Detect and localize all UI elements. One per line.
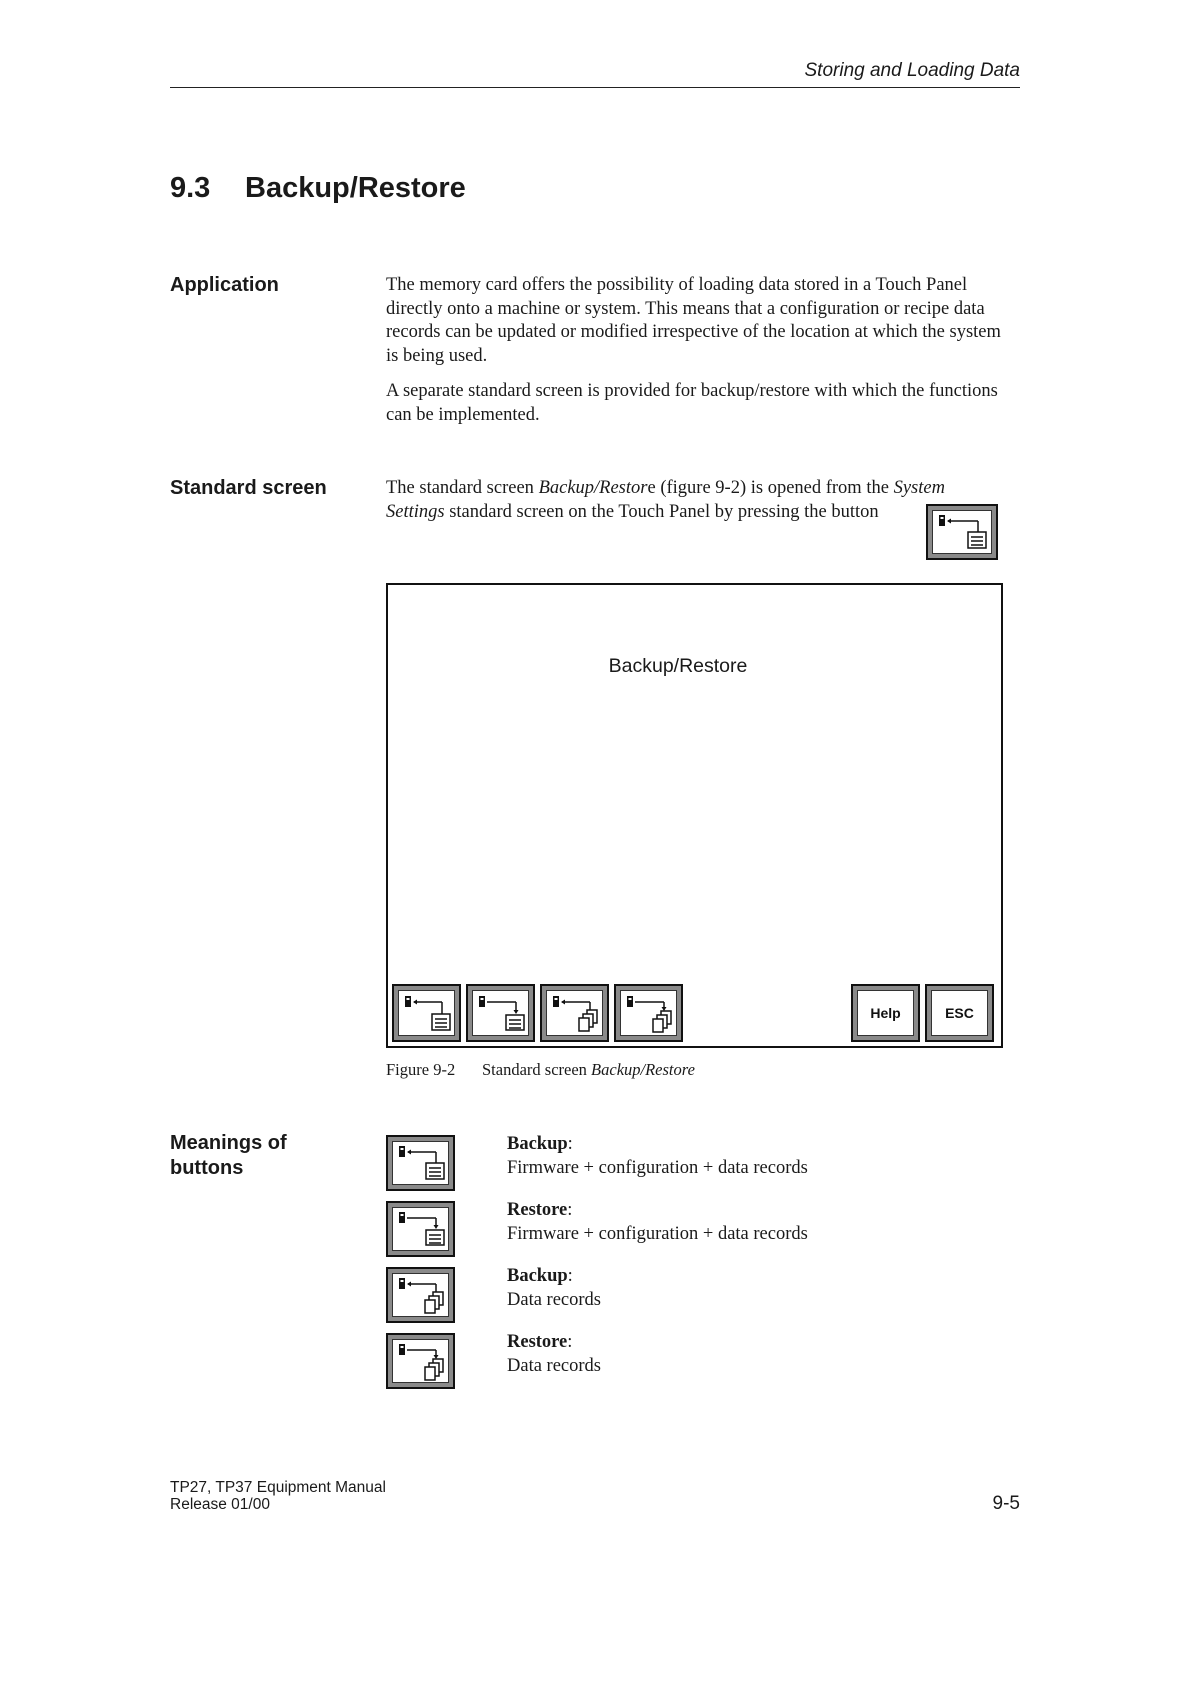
restore-data-icon <box>620 990 677 1036</box>
meaning-restore-data-button <box>386 1333 455 1389</box>
backup-restore-icon <box>932 510 992 554</box>
restore-data-icon <box>392 1339 449 1383</box>
application-label: Application <box>170 274 279 296</box>
meaning-1-title: Backup: <box>507 1134 573 1154</box>
meaning-4-desc: Data records <box>507 1356 601 1376</box>
running-header: Storing and Loading Data <box>804 60 1020 81</box>
backup-data-icon <box>546 990 603 1036</box>
page-number: 9-5 <box>992 1493 1020 1514</box>
footer-manual-info: TP27, TP37 Equipment Manual Release 01/00 <box>170 1479 386 1513</box>
restore-firmware-icon <box>472 990 529 1036</box>
figure-caption: Figure 9-2 Standard screen Backup/Restore <box>386 1060 695 1079</box>
meaning-2-desc: Firmware + configuration + data records <box>507 1224 808 1244</box>
section-title: Backup/Restore <box>245 172 466 204</box>
standard-screen-label: Standard screen <box>170 477 327 499</box>
help-button[interactable] <box>851 984 920 1042</box>
meaning-2-title: Restore: <box>507 1200 573 1220</box>
meanings-label: Meanings of buttons <box>170 1132 287 1179</box>
esc-button-label: ESC <box>931 990 988 1036</box>
backup-data-icon <box>392 1273 449 1317</box>
meaning-backup-firmware-button <box>386 1135 455 1191</box>
restore-data-button[interactable] <box>614 984 683 1042</box>
meaning-restore-firmware-button <box>386 1201 455 1257</box>
screen-title: Backup/Restore <box>608 655 748 677</box>
backup-firmware-button[interactable] <box>392 984 461 1042</box>
restore-firmware-icon <box>392 1207 449 1251</box>
meaning-3-title: Backup: <box>507 1266 573 1286</box>
backup-firmware-icon <box>398 990 455 1036</box>
application-paragraph-2: A separate standard screen is provided for backup/restore with which the functions can be implemented. <box>386 381 998 425</box>
application-paragraph-1: The memory card offers the possibility of loading data stored in a Touch Panel directly onto a machine or system. This means that a configuration or recipe data records can be updated or modified irrespective of the location at which the system is being used. <box>386 275 1001 366</box>
header-rule <box>170 87 1020 88</box>
meaning-4-title: Restore: <box>507 1332 573 1352</box>
section-number: 9.3 <box>170 172 211 204</box>
help-button-label: Help <box>857 990 914 1036</box>
meaning-3-desc: Data records <box>507 1290 601 1310</box>
backup-data-button[interactable] <box>540 984 609 1042</box>
backup-restore-screen <box>386 583 1003 1048</box>
standard-screen-text: The standard screen Backup/Restore (figure 9-2) is opened from the System Settings standard screen on the Touch Panel by pressing the button <box>386 478 945 522</box>
backup-restore-open-button[interactable] <box>926 504 998 560</box>
meaning-backup-data-button <box>386 1267 455 1323</box>
restore-firmware-button[interactable] <box>466 984 535 1042</box>
esc-button[interactable] <box>925 984 994 1042</box>
backup-firmware-icon <box>392 1141 449 1185</box>
meaning-1-desc: Firmware + configuration + data records <box>507 1158 808 1178</box>
